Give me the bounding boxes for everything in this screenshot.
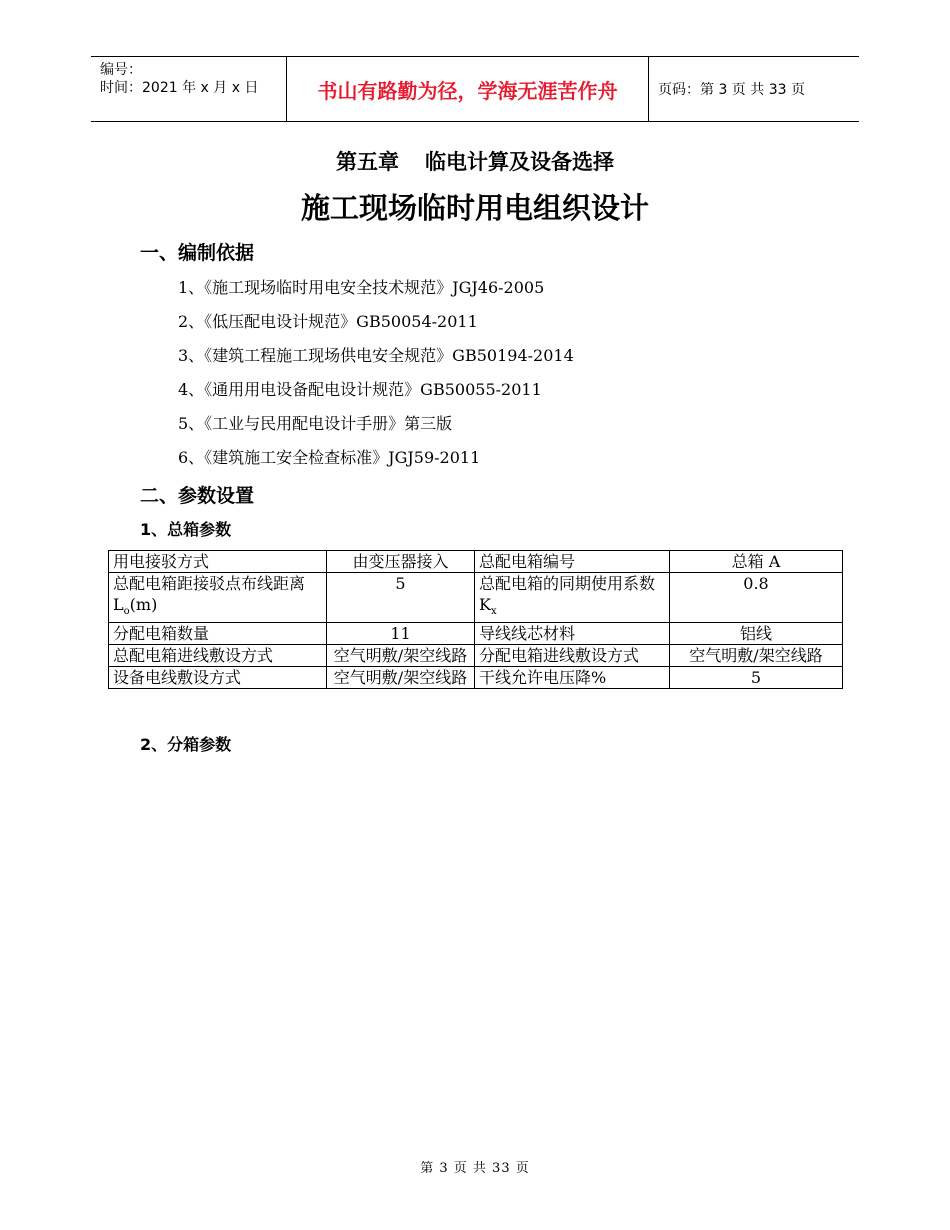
table-cell: 总箱 A — [670, 551, 843, 573]
cell-text: 总配电箱的同期使用系数 K — [479, 574, 656, 614]
table-cell: 用电接驳方式 — [109, 551, 327, 573]
table-cell: 5 — [670, 667, 843, 689]
chapter-number: 第五章 — [336, 150, 399, 174]
header-meta — [91, 57, 286, 121]
table-row — [109, 645, 843, 667]
table-cell: 11 — [327, 623, 475, 645]
reference-item: 3、《建筑工程施工现场供电安全规范》GB50194-2014 — [178, 346, 574, 365]
table-cell — [109, 573, 327, 623]
chapter-title: 临电计算及设备选择 — [425, 150, 614, 174]
table-cell: 干线允许电压降% — [475, 667, 670, 689]
page-footer: 第 3 页 共 33 页 — [420, 1161, 530, 1176]
table-cell: 分配电箱数量 — [109, 623, 327, 645]
reference-item: 1、《施工现场临时用电安全技术规范》JGJ46-2005 — [178, 278, 545, 297]
reference-item: 4、《通用用电设备配电设计规范》GB50055-2011 — [178, 380, 542, 399]
page-header — [91, 56, 859, 122]
table-cell: 设备电线敷设方式 — [109, 667, 327, 689]
reference-item: 2、《低压配电设计规范》GB50054-2011 — [178, 312, 478, 331]
table-cell: 0.8 — [670, 573, 843, 623]
table-row — [109, 667, 843, 689]
table-row — [109, 551, 843, 573]
subscript: o — [123, 606, 130, 618]
table-row — [109, 573, 843, 623]
subsection-sub-box: 2、分箱参数 — [140, 735, 232, 754]
table-cell: 铝线 — [670, 623, 843, 645]
table-cell: 由变压器接入 — [327, 551, 475, 573]
reference-list — [178, 277, 574, 481]
subsection-main-box: 1、总箱参数 — [140, 520, 232, 539]
document-title: 施工现场临时用电组织设计 — [300, 191, 649, 225]
cell-text: 总配电箱距接驳点布线距离 L — [113, 574, 306, 614]
table-cell: 导线线芯材料 — [475, 623, 670, 645]
reference-item: 5、《工业与民用配电设计手册》第三版 — [178, 414, 453, 433]
subscript: x — [490, 606, 497, 618]
code-label: 编号： — [100, 62, 142, 78]
header-page-label: 页码：第 3 页 共 33 页 — [658, 82, 805, 98]
table-cell: 空气明敷/架空线路 — [327, 667, 475, 689]
table-cell: 总配电箱进线敷设方式 — [109, 645, 327, 667]
section-heading-basis: 一、编制依据 — [140, 242, 255, 264]
table-cell: 分配电箱进线敷设方式 — [475, 645, 670, 667]
section-heading-params: 二、参数设置 — [140, 485, 255, 507]
reference-item: 6、《建筑施工安全检查标准》JGJ59-2011 — [178, 448, 481, 467]
table-cell: 5 — [327, 573, 475, 623]
table-cell — [475, 573, 670, 623]
table-row — [109, 623, 843, 645]
cell-text: (m) — [129, 595, 158, 614]
chapter-heading — [0, 146, 950, 176]
header-motto: 书山有路勤为径，学海无涯苦作舟 — [286, 57, 649, 121]
time-label: 时间：2021 年 x 月 x 日 — [100, 80, 259, 96]
table-cell: 总配电箱编号 — [475, 551, 670, 573]
main-box-params-table — [108, 550, 843, 689]
table-cell: 空气明敷/架空线路 — [327, 645, 475, 667]
table-cell: 空气明敷/架空线路 — [670, 645, 843, 667]
